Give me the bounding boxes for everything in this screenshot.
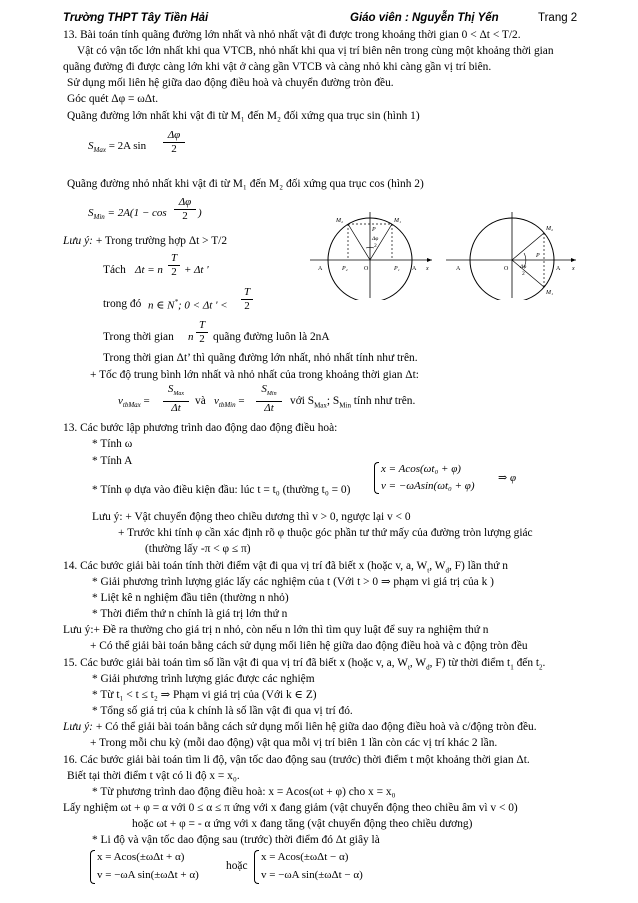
figure-2-circle-diagram [442, 208, 582, 300]
step-line: * Tính ω [92, 438, 133, 450]
voi-text: với $S_{Max}$; $S_{Min}$ tính như trên. [290, 395, 416, 410]
section-title: 15. Các bước giải bài toán tìm số lần vật đi qua vị trí đã biết x (hoặc v, a, $W_t$, $W_đ$, F) từ thời điểm $t_1$ đến $t_2$. [63, 657, 546, 672]
step-line: * Tính A [92, 455, 133, 467]
smax-formula: $S_{Max} = 2A$ sin [88, 140, 147, 155]
text-line: Sử dụng mối liên hệ giữa dao động điều hoà và chuyển đường tròn đều. [67, 77, 394, 89]
svg-text:P₂: P₂ [342, 266, 348, 272]
section-13-title: 13. Bài toán tính quãng đường lớn nhất và nhỏ nhất vật đi được trong khoảng thời gian 0 < Δt < T/2. [63, 29, 521, 41]
text-line: Góc quét Δφ = ωΔt. [67, 93, 159, 105]
system3-eq-v: v = −ωA sin(±ωΔt − α) [261, 869, 363, 881]
svg-text:P: P [372, 227, 376, 233]
page-number: Trang 2 [538, 12, 578, 24]
note-line: (thường lấy -π < φ ≤ π) [145, 543, 251, 555]
text-line: quãng đường đi được càng lớn khi vật ở càng gần VTCB và càng nhỏ khi càng gần vị trí biên. [63, 61, 492, 73]
step-line: * Từ t₁ < t ≤ t₂ ⇒ Phạm vi giá trị của (Với k ∈ Z) [92, 689, 317, 701]
system-eq-x: x = Acos(ωt₀ + φ) [381, 463, 461, 475]
svg-text:x: x [572, 266, 575, 272]
system-eq-v: v = −ωAsin(ωt₀ + φ) [381, 480, 475, 492]
note-line: Lưu ý: + Vật chuyển động theo chiều dương thì v > 0, ngược lại v < 0 [92, 511, 411, 523]
text-line: Quãng đường nhỏ nhất khi vật đi từ M₁ đến M₂ đối xứng qua trục cos (hình 2) [67, 178, 424, 190]
dt-eq: Δt = n [135, 264, 163, 276]
text-line: Trong thời gian [103, 331, 174, 343]
step-line: * Tổng số giá trị của k chính là số lần vật đi qua vị trí đó. [92, 705, 353, 717]
svg-text:P: P [536, 253, 540, 259]
system-brace [374, 462, 379, 494]
svg-text:M₁: M₁ [394, 218, 402, 224]
t-half-frac: T 2 [196, 319, 208, 346]
svg-text:x: x [426, 266, 429, 272]
smax-fraction: Δφ 2 [163, 129, 185, 156]
note-line: + Có thể giải bài toán bằng cách sử dụng mối liên hệ giữa dao động điều hoà và c động tròn đều [90, 640, 528, 652]
svg-text:A: A [412, 266, 417, 272]
note-line: Lưu ý: + Có thể giải bài toán bằng cách sử dụng mối liên hệ giữa dao động điều hoà và c/động tròn đều. [63, 721, 537, 733]
t-half-frac: T 2 [168, 252, 180, 279]
svg-text:Δφ: Δφ [372, 236, 379, 242]
text-line: Lấy nghiệm ωt + φ = α với 0 ≤ α ≤ π ứng với x đang giảm (vật chuyển động theo chiều âm vì v < 0) [63, 802, 518, 814]
step-line: * Giải phương trình lượng giác lấy các nghiệm của t (Với t > 0 ⇒ phạm vi giá trị của k ) [92, 576, 494, 588]
vtbmax-label: $v_{tbMax}$ = [118, 395, 150, 410]
text-line: hoặc ωt + φ = - α ứng với x đang tăng (vật chuyển động theo chiều dương) [132, 818, 473, 830]
teacher-name: Giáo viên : Nguyễn Thị Yến [350, 12, 499, 24]
step-line: * Giải phương trình lượng giác được các nghiệm [92, 673, 315, 685]
text-line: Vật có vận tốc lớn nhất khi qua VTCB, nhỏ nhất khi qua vị trí biên nên trong cùng một khoảng thời gian [77, 45, 554, 57]
note-line: Lưu ý:+ Đề ra thường cho giá trị n nhỏ, còn nếu n lớn thì tìm quy luật để suy ra nghiệm thứ n [63, 624, 489, 636]
svg-text:A: A [318, 266, 323, 272]
note-line: + Trước khi tính φ cần xác định rõ φ thuộc góc phần tư thứ mấy của đường tròn lượng giác [118, 527, 533, 539]
figure-1-circle-diagram [306, 208, 436, 300]
svg-text:M₂: M₂ [336, 218, 344, 224]
system2-eq-v: v = −ωA sin(±ωΔt + α) [97, 869, 199, 881]
step-line: * Tính φ dựa vào điều kiện đầu: lúc t = t₀ (thường t₀ = 0) [92, 484, 351, 496]
n-condition: n ∈ N*; 0 < Δt ' < [148, 298, 228, 312]
dt-plus: + Δt ' [184, 264, 209, 276]
tach-label: Tách [103, 264, 126, 276]
svg-text:2: 2 [374, 243, 377, 249]
text-line: quãng đường luôn là 2nA [213, 331, 330, 343]
step-line: * Liệt kê n nghiệm đầu tiên (thường n nhỏ) [92, 592, 289, 604]
svg-text:P₁: P₁ [394, 266, 400, 272]
school-name: Trường THPT Tây Tiền Hải [63, 12, 209, 24]
step-line: * Thời điểm thứ n chính là giá trị lớn thứ n [92, 608, 288, 620]
svg-text:A: A [456, 266, 461, 272]
svg-text:A: A [556, 266, 561, 272]
note-line: + Trong mỗi chu kỳ (mỗi dao động) vật qua mỗi vị trí biên 1 lần còn các vị trí khác 2 lần. [90, 737, 498, 749]
smin-close: ) [198, 207, 202, 219]
text-line: Trong thời gian Δt’ thì quãng đường lớn nhất, nhỏ nhất tính như trên. [103, 352, 418, 364]
svg-text:2: 2 [522, 271, 525, 277]
section-title: 16. Các bước giải bài toán tìm li độ, vận tốc dao động sau (trước) thời điểm t một khoảng thời gian Δt. [63, 754, 530, 766]
va-label: và [195, 395, 206, 407]
note-line: Lưu ý: + Trong trường hợp Δt > T/2 [63, 235, 228, 247]
system-brace [90, 850, 95, 884]
text-line: Biết tại thời điểm t vật có li độ x = x₀. [67, 770, 240, 782]
vtbmin-label: $v_{tbMin}$ = [214, 395, 245, 410]
implies-phi: ⇒ φ [498, 472, 517, 484]
n-symbol: n [188, 331, 194, 343]
svg-text:Δφ: Δφ [520, 264, 527, 270]
system3-eq-x: x = Acos(±ωΔt − α) [261, 851, 349, 863]
text-line: Quãng đường lớn nhất khi vật đi từ M₁ đến M₂ đối xứng qua trục sin (hình 1) [67, 110, 420, 122]
step-line: * Từ phương trình dao động điều hoà: x = Acos(ωt + φ) cho x = x₀ [92, 786, 396, 798]
trongdo-label: trong đó [103, 298, 142, 310]
svg-text:M₂: M₂ [546, 226, 554, 232]
t-half-frac: T 2 [241, 286, 253, 313]
step-line: * Li độ và vận tốc dao động sau (trước) thời điểm đó Δt giây là [92, 834, 380, 846]
system-brace [254, 850, 259, 884]
vtbmax-fraction: $S_{Max}$ Δt [163, 383, 189, 415]
hoac-label: hoặc [226, 860, 248, 872]
svg-text:O: O [504, 266, 509, 272]
section-title: 14. Các bước giải bài toán tính thời điểm vật đi qua vị trí đã biết x (hoặc v, a, $W_t$, $W_đ$, F) lần thứ n [63, 560, 508, 575]
vtbmin-fraction: $S_{Min}$ Δt [256, 383, 282, 415]
text-line: + Tốc độ trung bình lớn nhất và nhỏ nhất của trong khoảng thời gian Δt: [90, 369, 419, 381]
svg-text:M₁: M₁ [546, 290, 554, 296]
svg-text:O: O [364, 266, 369, 272]
smin-fraction: Δφ 2 [174, 196, 196, 223]
system2-eq-x: x = Acos(±ωΔt + α) [97, 851, 185, 863]
section-title: 13. Các bước lập phương trình dao động dao động điều hoà: [63, 422, 338, 434]
smin-formula: $S_{Min} = 2A(1 - \cos$ [88, 207, 167, 222]
